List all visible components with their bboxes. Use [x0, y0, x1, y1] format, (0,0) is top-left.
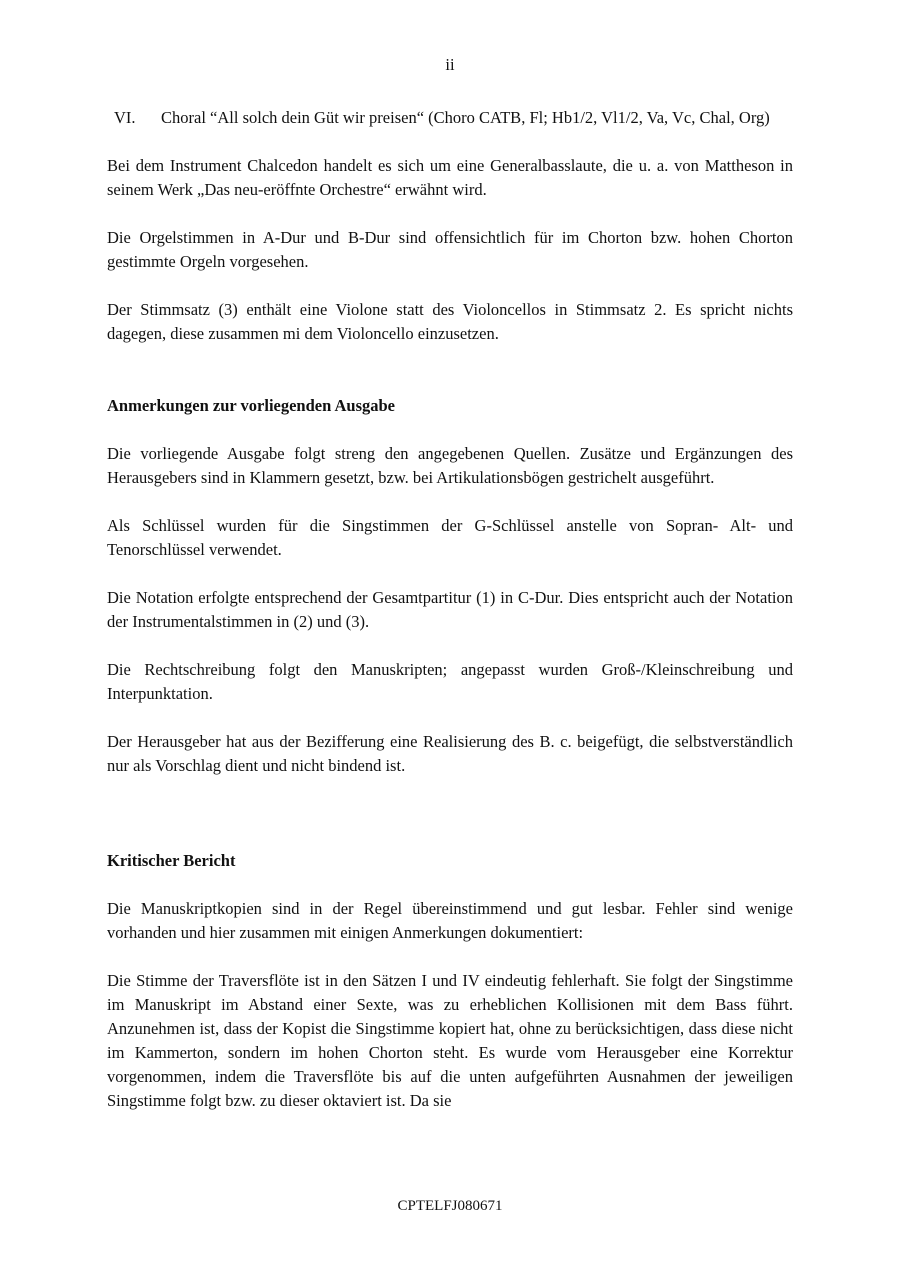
movement-list-item	[107, 106, 793, 130]
page-content	[107, 106, 793, 1113]
heading-critical-report: Kritischer Bericht	[107, 851, 236, 870]
paragraph-basso-continuo: Der Herausgeber hat aus der Bezifferung eine Realisierung des B. c. beigefügt, die selbstverständlich nur als Vorschlag dient und nicht bindend ist.	[107, 732, 793, 775]
paragraph-sources: Die vorliegende Ausgabe folgt streng den angegebenen Quellen. Zusätze und Ergänzungen des Herausgebers sind in Klammern gesetzt, bzw. bei Artikulationsbögen gestrichelt ausgeführt.	[107, 444, 793, 487]
page-number: ii	[445, 55, 455, 74]
footer-catalog-code: CPTELFJ080671	[397, 1198, 503, 1214]
paragraph-manuscripts: Die Manuskriptkopien sind in der Regel übereinstimmend und gut lesbar. Fehler sind wenige vorhanden und hier zusammen mit einigen Anmerkungen dokumentiert:	[107, 899, 793, 942]
paragraph-clefs: Als Schlüssel wurden für die Singstimmen der G-Schlüssel anstelle von Sopran- Alt- und Tenorschlüssel verwendet.	[107, 516, 793, 559]
paragraph-violone: Der Stimmsatz (3) enthält eine Violone statt des Violoncellos in Stimmsatz 2. Es spricht nichts dagegen, diese zusammen mi dem Violoncello einzusetzen.	[107, 300, 793, 343]
paragraph-spelling: Die Rechtschreibung folgt den Manuskripten; angepasst wurden Groß-/Kleinschreibung und Interpunktation.	[107, 660, 793, 703]
paragraph-traverso: Die Stimme der Traversflöte ist in den Sätzen I und IV eindeutig fehlerhaft. Sie folgt der Singstimme im Manuskript im Abstand einer Sexte, was zu erheblichen Kollisionen mit dem Bass führt. Anzunehmen ist, dass der Kopist die Singstimme kopiert hat, ohne zu berücksichtigen, dass diese nicht im Kammerton, sondern im hohen Chorton steht. Es wurde vom Herausgeber eine Korrektur vorgenommen, indem die Traversflöte bis auf die unten aufgeführten Ausnahmen der jeweiligen Singstimme folgt bzw. zu dieser oktaviert ist. Da sie	[107, 971, 793, 1110]
paragraph-organ-parts: Die Orgelstimmen in A-Dur und B-Dur sind offensichtlich für im Chorton bzw. hohen Chorton gestimmte Orgeln vorgesehen.	[107, 228, 793, 271]
heading-notes-edition: Anmerkungen zur vorliegenden Ausgabe	[107, 396, 396, 415]
list-item-text: Choral “All solch dein Güt wir preisen“ (Choro CATB, Fl; Hb1/2, Vl1/2, Va, Vc, Chal, Org)	[161, 108, 770, 127]
paragraph-chalcedon: Bei dem Instrument Chalcedon handelt es sich um eine Generalbasslaute, die u. a. von Mattheson in seinem Werk „Das neu-eröffnte Orchestre“ erwähnt wird.	[107, 156, 793, 199]
list-item-number: VI.	[114, 108, 136, 127]
paragraph-notation: Die Notation erfolgte entsprechend der Gesamtpartitur (1) in C-Dur. Dies entspricht auch der Notation der Instrumentalstimmen in (2) und (3).	[107, 588, 793, 631]
